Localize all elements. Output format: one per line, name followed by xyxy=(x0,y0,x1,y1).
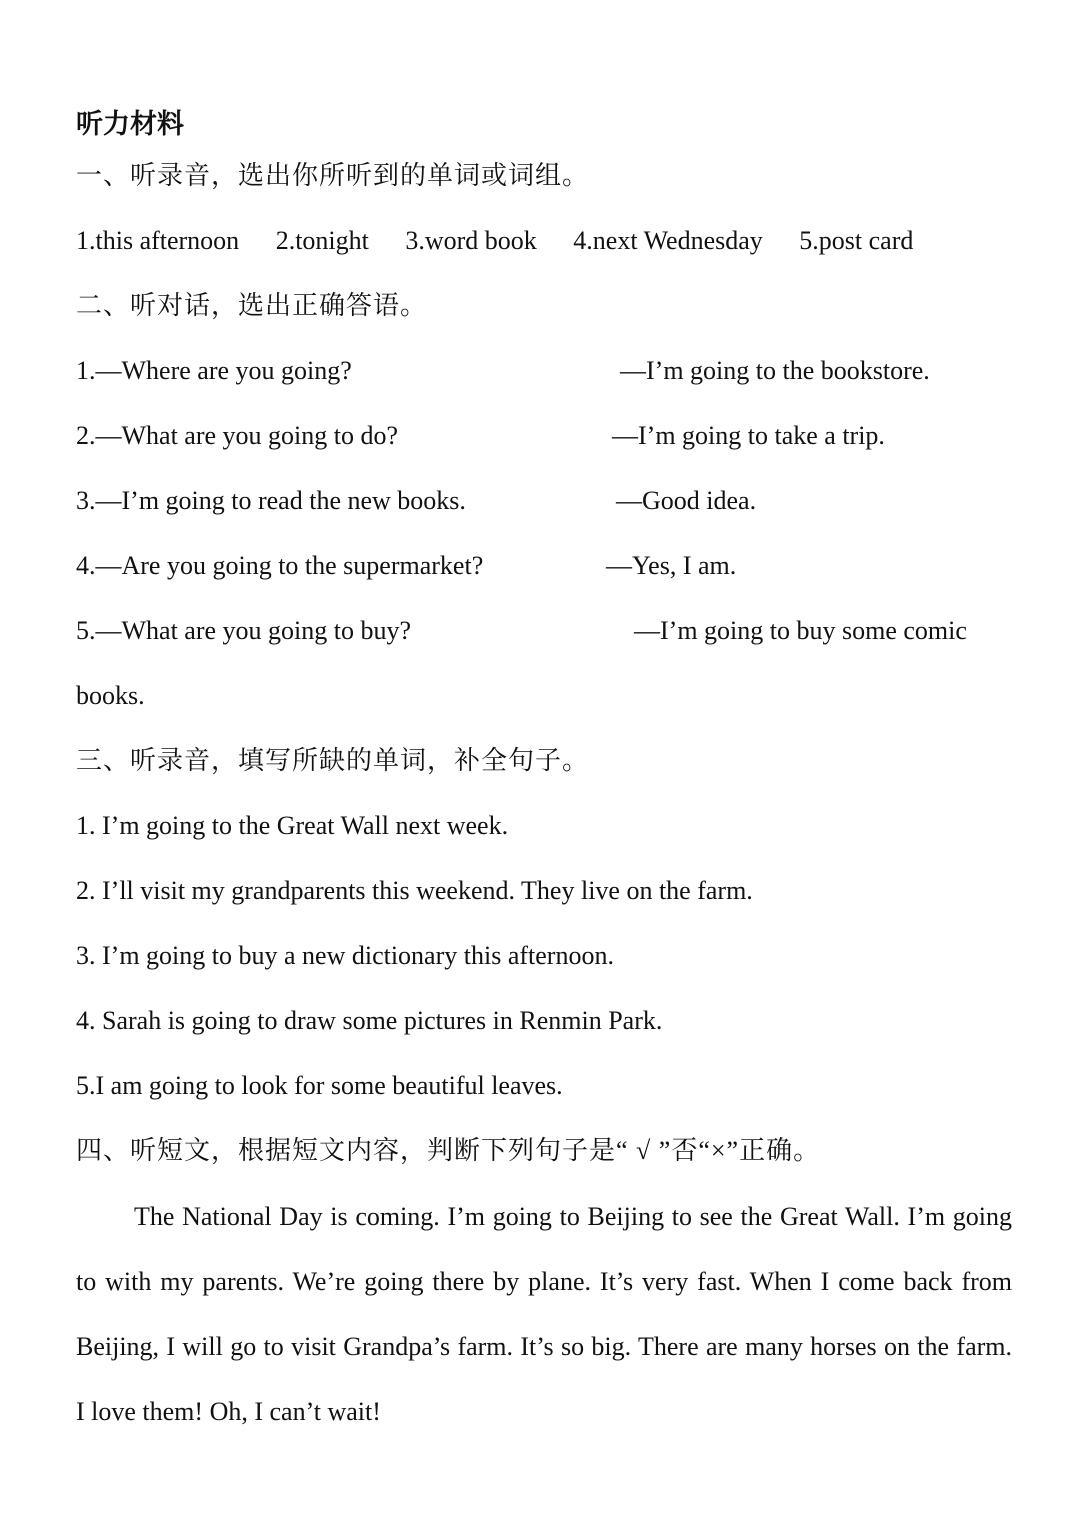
section1-heading: 一、听录音，选出你所听到的单词或词组。 xyxy=(76,161,590,190)
dialogue-answer: —Yes, I am. xyxy=(606,551,737,580)
sentence-item: 2. I’ll visit my grandparents this weekend. They live on the farm. xyxy=(76,876,753,905)
dialogue-answer: —I’m going to take a trip. xyxy=(612,421,885,450)
word-item: 5.post card xyxy=(799,226,914,255)
word-item: 3.word book xyxy=(405,226,537,255)
page-title: 听力材料 xyxy=(76,109,184,139)
word-item: 4.next Wednesday xyxy=(573,226,763,255)
sentence-item: 3. I’m going to buy a new dictionary this afternoon. xyxy=(76,941,614,970)
dialogue-question: 1.—Where are you going? xyxy=(76,356,352,385)
section1-word-list xyxy=(76,225,913,257)
dialogue-question: 2.—What are you going to do? xyxy=(76,421,399,450)
dialogue-question: 5.—What are you going to buy? xyxy=(76,616,412,645)
word-item: 2.tonight xyxy=(275,226,369,255)
dialogue-answer: —I’m going to the bookstore. xyxy=(620,356,930,385)
sentence-item: 4. Sarah is going to draw some pictures in Renmin Park. xyxy=(76,1006,663,1035)
word-item: 1.this afternoon xyxy=(76,226,240,255)
sentence-item: 1. I’m going to the Great Wall next week. xyxy=(76,811,509,840)
dialogue-continuation: books. xyxy=(76,681,145,710)
dialogue-answer: —I’m going to buy some comic xyxy=(634,616,967,645)
dialogue-question: 4.—Are you going to the supermarket? xyxy=(76,551,484,580)
section3-heading: 三、听录音，填写所缺的单词，补全句子。 xyxy=(76,746,590,775)
section2-heading: 二、听对话，选出正确答语。 xyxy=(76,291,428,320)
section4-heading: 四、听短文，根据短文内容，判断下列句子是“ √ ”否“×”正确。 xyxy=(76,1136,821,1165)
passage-paragraph: The National Day is coming. I’m going to Beijing to see the Great Wall. I’m going to with my parents. We’re going there by plane. It’s very fast. When I come back from Beijing, I will go to visit Grandpa’s farm. It’s so big. There are many horses on the farm. I love them! Oh, I can’t wait! xyxy=(76,1202,1012,1426)
dialogue-question: 3.—I’m going to read the new books. xyxy=(76,486,466,515)
sentence-item: 5.I am going to look for some beautiful leaves. xyxy=(76,1071,563,1100)
dialogue-answer: —Good idea. xyxy=(616,486,757,515)
